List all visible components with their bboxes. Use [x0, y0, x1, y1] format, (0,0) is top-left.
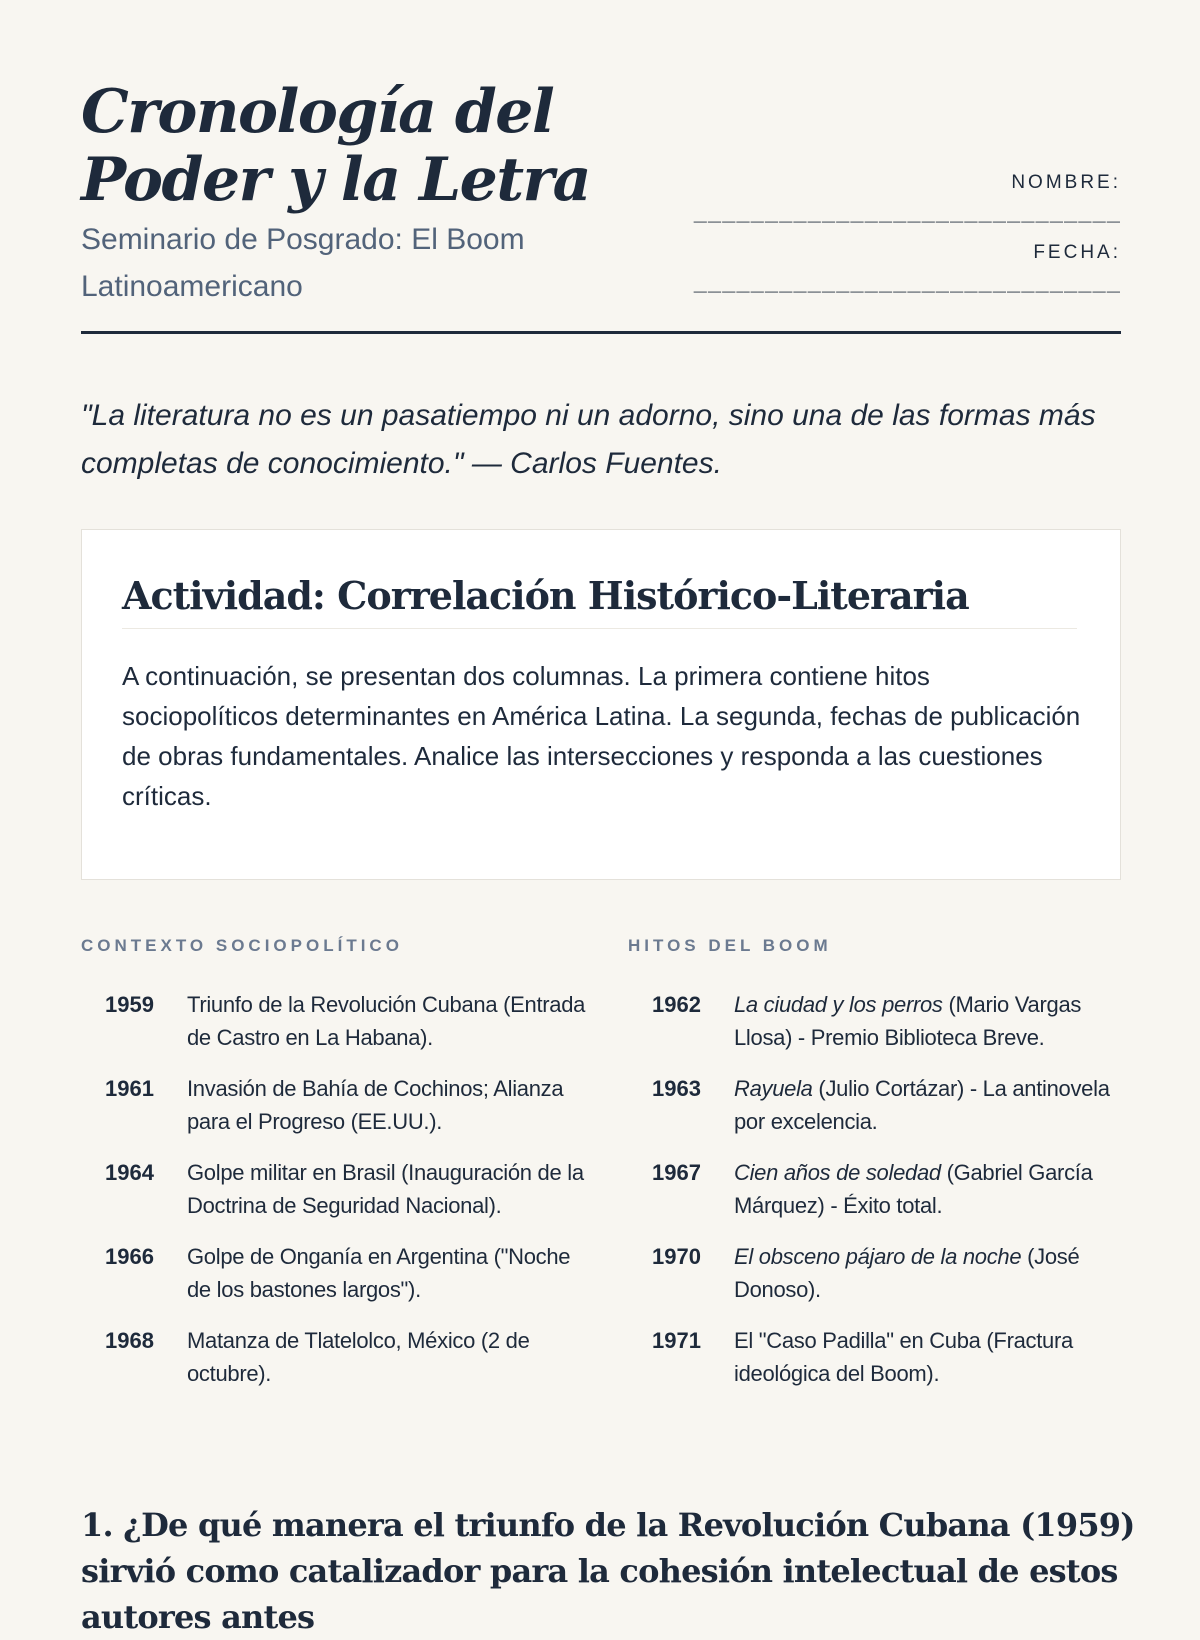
name-label: NOMBRE:: [1011, 172, 1121, 193]
event-text: [734, 1156, 1128, 1222]
boom-event: [628, 1324, 1128, 1390]
context-event: [81, 988, 591, 1054]
student-fields: [561, 170, 1121, 310]
work-details: (Julio Cortázar) - La antinovela por excelencia.: [734, 1076, 1110, 1134]
event-text: [734, 988, 1128, 1054]
event-year: 1963: [652, 1076, 701, 1101]
boom-event: [628, 1240, 1128, 1306]
event-text: Golpe militar en Brasil (Inauguración de la Doctrina de Seguridad Nacional).: [187, 1160, 584, 1218]
work-title: Cien años de soledad: [734, 1160, 941, 1185]
date-line: ______________________________: [693, 268, 1121, 293]
event-year: 1964: [105, 1160, 154, 1185]
event-text: El "Caso Padilla" en Cuba (Fractura ideológica del Boom).: [734, 1328, 1073, 1386]
date-label: FECHA:: [1033, 242, 1121, 263]
work-title: La ciudad y los perros: [734, 992, 943, 1017]
context-event: [81, 1324, 591, 1390]
work-details: (José Donoso).: [734, 1244, 1080, 1302]
epigraph-quote: "La literatura no es un pasatiempo ni un adorno, sino una de las formas más completas de conocimiento." — Carlos Fuentes.: [81, 399, 1096, 480]
context-event: [81, 1072, 591, 1138]
context-column: [81, 936, 591, 1408]
event-year: 1966: [105, 1244, 154, 1269]
boom-event: [628, 988, 1128, 1054]
title-line-1: Cronología del: [81, 77, 554, 147]
event-text: Matanza de Tlatelolco, México (2 de octubre).: [187, 1328, 530, 1386]
work-details: (Gabriel García Márquez) - Éxito total.: [734, 1160, 1093, 1218]
page-title: [81, 78, 641, 214]
event-text: Invasión de Bahía de Cochinos; Alianza para el Progreso (EE.UU.).: [187, 1076, 564, 1134]
name-line: ______________________________: [693, 198, 1121, 223]
event-text: Golpe de Onganía en Argentina ("Noche de los bastones largos").: [187, 1244, 571, 1302]
boom-column: [628, 936, 1128, 1408]
context-event: [81, 1240, 591, 1306]
question-1: 1. ¿De qué manera el triunfo de la Revolución Cubana (1959) sirvió como catalizador para la cohesión intelectual de estos autores antes: [81, 1506, 1135, 1636]
work-title: Rayuela: [734, 1076, 813, 1101]
event-year: 1962: [652, 992, 701, 1017]
event-year: 1971: [652, 1328, 701, 1353]
boom-event: [628, 1156, 1128, 1222]
boom-heading: HITOS DEL BOOM: [628, 936, 832, 955]
work-title: El obsceno pájaro de la noche: [734, 1244, 1022, 1269]
event-year: 1967: [652, 1160, 701, 1185]
activity-box: [81, 529, 1121, 880]
event-text: [734, 1240, 1128, 1306]
work-details: (Mario Vargas Llosa) - Premio Biblioteca Breve.: [734, 992, 1082, 1050]
title-line-2: Poder y la Letra: [81, 145, 591, 215]
page-subtitle: Seminario de Posgrado: El Boom Latinoamericano: [81, 223, 525, 303]
activity-title: Actividad: Correlación Histórico-Literaria: [122, 572, 1077, 629]
event-year: 1959: [105, 992, 154, 1017]
event-year: 1961: [105, 1076, 154, 1101]
context-heading: CONTEXTO SOCIOPOLÍTICO: [81, 936, 403, 955]
event-year: 1968: [105, 1328, 154, 1353]
activity-instructions: A continuación, se presentan dos columnas. La primera contiene hitos sociopolíticos determinantes en América Latina. La segunda, fechas de publicación de obras fundamentales. Analice las intersecciones y responda a las cuestiones críticas.: [122, 661, 1081, 811]
context-event: [81, 1156, 591, 1222]
event-text: [734, 1072, 1128, 1138]
header: [81, 78, 1121, 334]
boom-event: [628, 1072, 1128, 1138]
event-year: 1970: [652, 1244, 701, 1269]
event-text: Triunfo de la Revolución Cubana (Entrada de Castro en La Habana).: [187, 992, 586, 1050]
